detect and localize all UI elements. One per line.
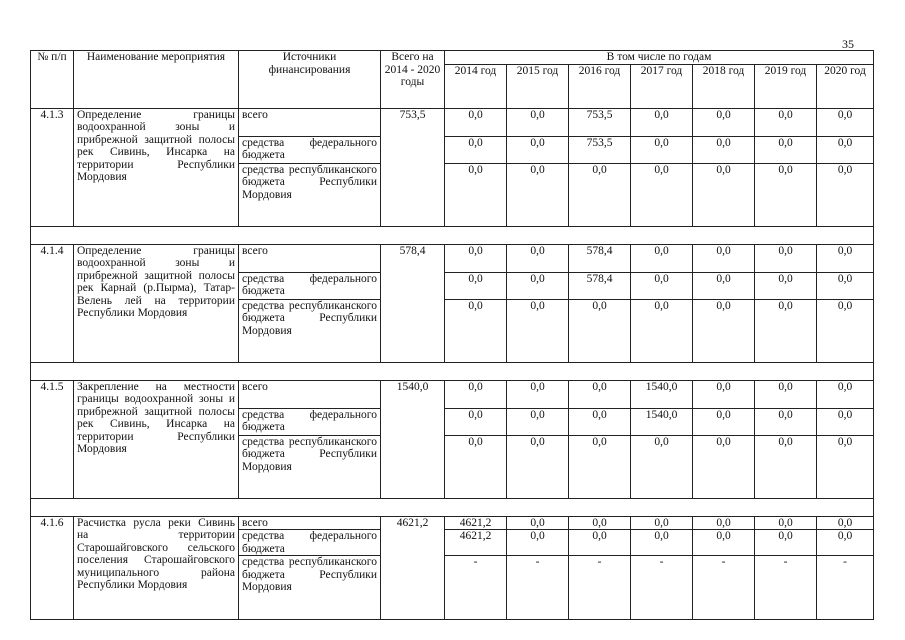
year-value: 0,0: [507, 435, 569, 498]
year-value: 0,0: [569, 530, 631, 556]
year-value: 0,0: [693, 299, 755, 362]
page-number: 35: [842, 37, 854, 51]
activity-name: Закрепление на местности границы водоохранной зоны и прибрежной защитной полосы рек Сивинь, Инсарка на территории Республики Мордовия: [74, 380, 239, 498]
year-value: 0,0: [569, 163, 631, 226]
spacer-cell: [507, 498, 569, 516]
year-value: 0,0: [817, 516, 874, 530]
spacer-cell: [693, 362, 755, 380]
spacer-cell: [755, 362, 817, 380]
spacer-cell: [381, 362, 445, 380]
year-value: -: [569, 556, 631, 620]
year-value: 0,0: [507, 244, 569, 272]
year-value: 0,0: [693, 136, 755, 163]
year-value: 0,0: [817, 108, 874, 136]
header-total: Всего на 2014 - 2020 годы: [381, 51, 445, 109]
year-value: 0,0: [445, 272, 507, 299]
spacer-cell: [569, 498, 631, 516]
year-value: 0,0: [507, 108, 569, 136]
spacer-cell: [445, 498, 507, 516]
funding-source: всего: [239, 516, 381, 530]
year-value: 0,0: [631, 530, 693, 556]
activity-name: Определение границы водоохранной зоны и прибрежной защитной полосы рек Карнай (р.Пырма), Татар-Велень лей на территории Республики Мордовия: [74, 244, 239, 362]
spacer-cell: [445, 226, 507, 244]
funding-source: средства федерального бюджета: [239, 408, 381, 435]
header-year: 2018 год: [693, 64, 755, 108]
year-value: 0,0: [507, 272, 569, 299]
year-value: 0,0: [445, 435, 507, 498]
funding-source: средства республиканского бюджета Республики Мордовия: [239, 435, 381, 498]
year-value: 0,0: [631, 272, 693, 299]
year-value: -: [755, 556, 817, 620]
year-value: 0,0: [817, 380, 874, 408]
header-source: Источники финансирования: [239, 51, 381, 109]
activity-name: Определение границы водоохранной зоны и прибрежной защитной полосы рек Сивинь, Инсарка на территории Республики Мордовия: [74, 108, 239, 226]
year-value: 0,0: [693, 380, 755, 408]
year-value: 0,0: [445, 380, 507, 408]
year-value: 0,0: [817, 163, 874, 226]
year-value: 0,0: [631, 299, 693, 362]
year-value: 0,0: [755, 530, 817, 556]
year-value: 0,0: [693, 163, 755, 226]
header-year: 2015 год: [507, 64, 569, 108]
year-value: 0,0: [631, 244, 693, 272]
header-year: 2014 год: [445, 64, 507, 108]
year-value: 4621,2: [445, 516, 507, 530]
header-year: 2016 год: [569, 64, 631, 108]
spacer-cell: [507, 362, 569, 380]
year-value: 0,0: [445, 408, 507, 435]
year-value: 0,0: [445, 108, 507, 136]
year-value: 0,0: [693, 272, 755, 299]
year-value: 4621,2: [445, 530, 507, 556]
year-value: 0,0: [755, 435, 817, 498]
year-value: 0,0: [817, 530, 874, 556]
year-value: 0,0: [507, 136, 569, 163]
year-value: -: [507, 556, 569, 620]
funding-source: средства республиканского бюджета Республики Мордовия: [239, 556, 381, 620]
total-amount: 1540,0: [381, 380, 445, 498]
spacer-cell: [569, 226, 631, 244]
header-year: 2020 год: [817, 64, 874, 108]
spacer-cell: [445, 362, 507, 380]
row-number: 4.1.4: [31, 244, 74, 362]
year-value: 0,0: [631, 136, 693, 163]
spacer-cell: [31, 362, 74, 380]
funding-source: всего: [239, 244, 381, 272]
row-number: 4.1.5: [31, 380, 74, 498]
year-value: 0,0: [569, 435, 631, 498]
year-value: -: [693, 556, 755, 620]
year-value: 0,0: [693, 108, 755, 136]
spacer-cell: [74, 226, 239, 244]
spacer-cell: [31, 226, 74, 244]
spacer-cell: [817, 362, 874, 380]
header-num: № п/п: [31, 51, 74, 109]
funding-source: всего: [239, 108, 381, 136]
year-value: 0,0: [507, 530, 569, 556]
year-value: 0,0: [569, 408, 631, 435]
spacer-cell: [631, 226, 693, 244]
row-number: 4.1.6: [31, 516, 74, 620]
funding-source: всего: [239, 380, 381, 408]
total-amount: 578,4: [381, 244, 445, 362]
funding-source: средства республиканского бюджета Республики Мордовия: [239, 299, 381, 362]
spacer-cell: [381, 498, 445, 516]
funding-source: средства федерального бюджета: [239, 136, 381, 163]
year-value: 0,0: [693, 244, 755, 272]
year-value: 0,0: [693, 408, 755, 435]
year-value: 0,0: [755, 108, 817, 136]
year-value: 0,0: [693, 530, 755, 556]
table-row: [31, 244, 874, 272]
spacer-cell: [569, 362, 631, 380]
funding-source: средства федерального бюджета: [239, 530, 381, 556]
spacer-cell: [31, 498, 74, 516]
year-value: 0,0: [507, 299, 569, 362]
table-row: [31, 516, 874, 530]
year-value: 0,0: [755, 244, 817, 272]
year-value: 0,0: [755, 136, 817, 163]
year-value: 0,0: [631, 435, 693, 498]
year-value: 0,0: [507, 408, 569, 435]
spacer-cell: [631, 362, 693, 380]
spacer-row: [31, 362, 874, 380]
year-value: 0,0: [445, 299, 507, 362]
year-value: 0,0: [817, 299, 874, 362]
year-value: 0,0: [445, 136, 507, 163]
year-value: 0,0: [693, 516, 755, 530]
spacer-cell: [755, 226, 817, 244]
total-amount: 753,5: [381, 108, 445, 226]
year-value: -: [445, 556, 507, 620]
spacer-cell: [507, 226, 569, 244]
year-value: 0,0: [631, 516, 693, 530]
activity-name: Расчистка русла реки Сивинь на территории Старошайговского сельского поселения Старошайговского муниципального района Республики Мордовия: [74, 516, 239, 620]
spacer-cell: [239, 226, 381, 244]
program-table: [30, 50, 874, 620]
year-value: 0,0: [693, 435, 755, 498]
funding-source: средства федерального бюджета: [239, 272, 381, 299]
year-value: 753,5: [569, 136, 631, 163]
year-value: 0,0: [755, 163, 817, 226]
spacer-cell: [755, 498, 817, 516]
year-value: 0,0: [755, 272, 817, 299]
year-value: 0,0: [569, 380, 631, 408]
header-name: Наименование мероприятия: [74, 51, 239, 109]
year-value: 0,0: [817, 136, 874, 163]
spacer-cell: [817, 226, 874, 244]
spacer-row: [31, 498, 874, 516]
year-value: 0,0: [445, 244, 507, 272]
year-value: 1540,0: [631, 380, 693, 408]
year-value: 0,0: [755, 380, 817, 408]
year-value: 0,0: [569, 299, 631, 362]
spacer-cell: [239, 362, 381, 380]
year-value: 0,0: [507, 380, 569, 408]
spacer-cell: [693, 226, 755, 244]
funding-source: средства республиканского бюджета Республики Мордовия: [239, 163, 381, 226]
year-value: 0,0: [631, 163, 693, 226]
spacer-cell: [817, 498, 874, 516]
year-value: 0,0: [755, 408, 817, 435]
spacer-cell: [74, 498, 239, 516]
table-row: [31, 380, 874, 408]
year-value: 578,4: [569, 272, 631, 299]
year-value: 0,0: [507, 163, 569, 226]
year-value: 1540,0: [631, 408, 693, 435]
program-table-wrap: [30, 50, 874, 620]
year-value: 0,0: [817, 435, 874, 498]
year-value: -: [817, 556, 874, 620]
table-row: [31, 108, 874, 136]
header-year: 2017 год: [631, 64, 693, 108]
year-value: 0,0: [507, 516, 569, 530]
year-value: 0,0: [755, 516, 817, 530]
year-value: -: [631, 556, 693, 620]
row-number: 4.1.3: [31, 108, 74, 226]
total-amount: 4621,2: [381, 516, 445, 620]
year-value: 0,0: [817, 272, 874, 299]
year-value: 0,0: [631, 108, 693, 136]
spacer-cell: [381, 226, 445, 244]
year-value: 0,0: [817, 408, 874, 435]
year-value: 578,4: [569, 244, 631, 272]
spacer-cell: [631, 498, 693, 516]
spacer-cell: [74, 362, 239, 380]
year-value: 0,0: [817, 244, 874, 272]
spacer-cell: [693, 498, 755, 516]
year-value: 753,5: [569, 108, 631, 136]
header-years-group: В том числе по годам: [445, 51, 874, 65]
year-value: 0,0: [445, 163, 507, 226]
header-year: 2019 год: [755, 64, 817, 108]
spacer-cell: [239, 498, 381, 516]
year-value: 0,0: [569, 516, 631, 530]
spacer-row: [31, 226, 874, 244]
year-value: 0,0: [755, 299, 817, 362]
